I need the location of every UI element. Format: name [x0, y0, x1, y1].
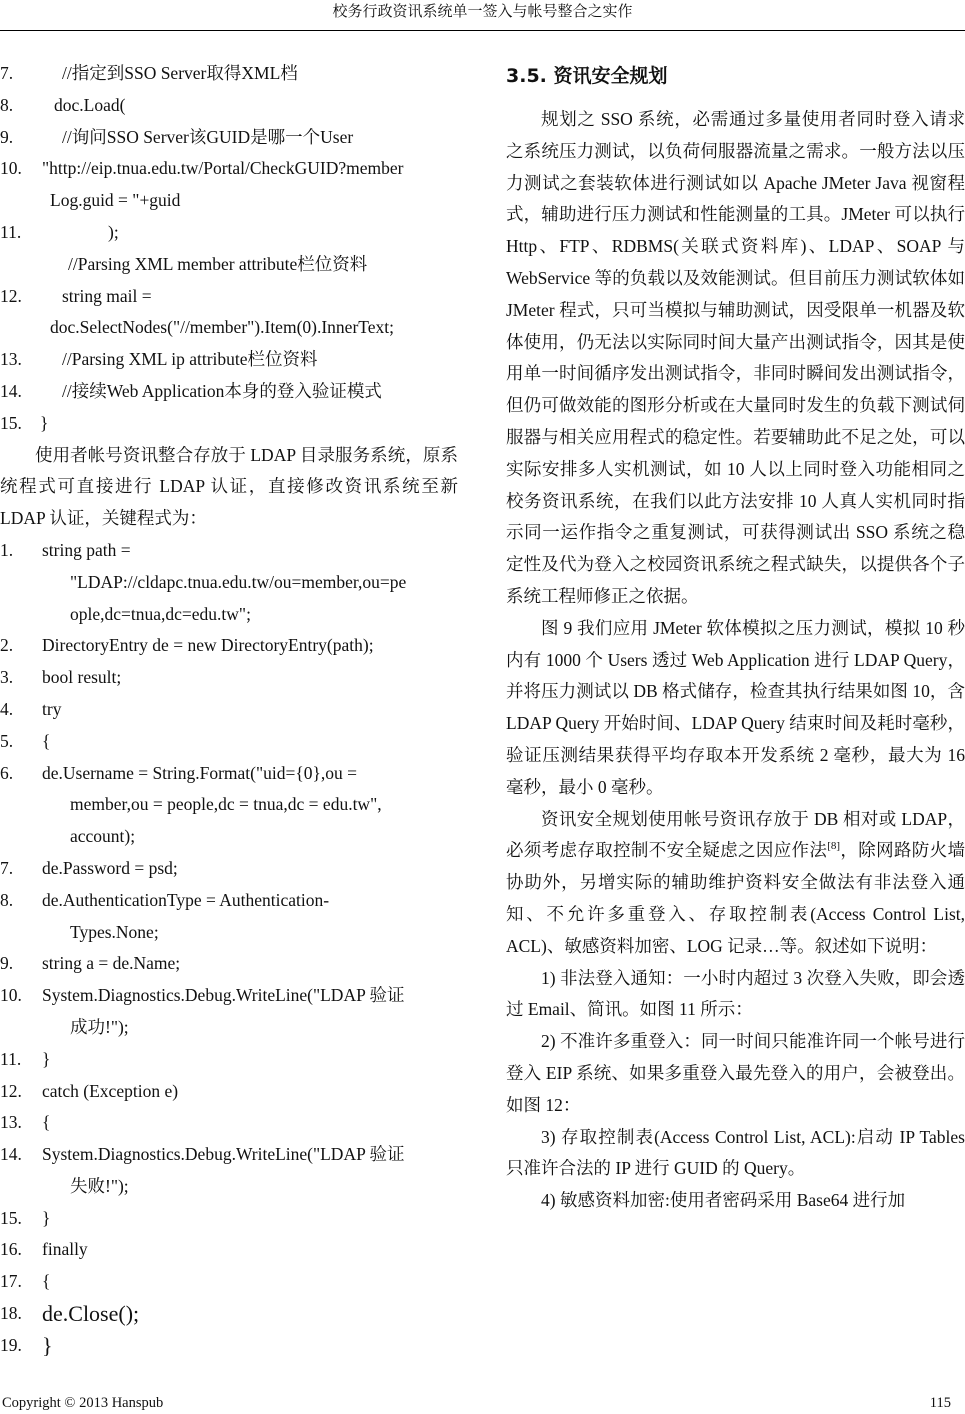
code-text: {: [42, 1271, 51, 1292]
code-text: account);: [70, 826, 136, 847]
code-line: [0, 662, 458, 694]
item-illegal-login: 1) 非法登入通知：一小时内超过 3 次登入失败，即会透过 Email、简讯。如图 11 所示：: [506, 967, 965, 1020]
line-number: 10.: [0, 985, 22, 1006]
code-text: de.AuthenticationType = Authentication-: [42, 889, 330, 910]
code-line: [0, 408, 458, 440]
line-number: 16.: [0, 1239, 22, 1260]
line-number: 2.: [0, 635, 14, 656]
code-line: [0, 153, 458, 185]
code-line: [0, 726, 458, 758]
code-line: [0, 217, 458, 249]
code-text: string path =: [42, 539, 131, 560]
left-column: [0, 58, 458, 1362]
code-line: [0, 90, 458, 122]
code-line: [0, 599, 458, 631]
code-line: [0, 58, 458, 90]
line-number: 10.: [0, 158, 22, 179]
code-line: [0, 122, 458, 154]
code-text: de.Username = String.Format("uid={0},ou =: [42, 762, 358, 783]
item-encryption: 4) 敏感资料加密:使用者密码采用 Base64 进行加: [541, 1190, 906, 1211]
paragraph-sso-stress-test: 规划之 SSO 系统，必需通过多量使用者同时登入请求之系统压力测试，以负荷伺服器流量之需求。一般方法以压力测试之套装软体进行测试如以 Apache JMeter Java 视窗程式，辅助进行压力测试和性能测量的工具。JMeter 可以执行 Http、FTP、RDBMS(关联式资料库)、LDAP、SOAP 与 WebService 等的负载以及效能测试。但目前压力测试软体如 JMeter 程式，只可当模拟与辅助测试，因受限单一机器及软体使用，仍无法以实际同时间大量产出测试指令，因其是使用单一时间循序发出测试指令，非同时瞬间发出测试指令，但仍可做效能的图形分析或在大量同时发生的负载下测试伺服器与相关应用程式的稳定性。若要辅助此不足之处，可以实际安排多人实机测试，如 10 人以上同时登入功能相同之校务资讯系统，在我们以此方法安排 10 人真人实机同时指示同一运作指令之重复测试，可获得测试出 SSO 系统之稳定性及代为登入之校园资讯系统之程式缺失，以提供各个子系统工程师修正之依据。: [506, 109, 965, 606]
code-text: }: [42, 1048, 51, 1069]
line-number: 19.: [0, 1334, 22, 1355]
line-number: 18.: [0, 1303, 22, 1324]
code-text: string a = de.Name;: [42, 953, 181, 974]
code-text: 成功!");: [70, 1016, 129, 1037]
security-text-a: 资讯安全规划使用帐号资讯存放于 DB 相对或 LDAP，必须考虑存取控制不安全疑虑之因应作法: [506, 808, 965, 861]
code-line: [0, 281, 458, 313]
code-line: [0, 789, 458, 821]
code-text: System.Diagnostics.Debug.WriteLine("LDAP 验证: [42, 985, 405, 1006]
code-text: //接续Web Application本身的登入验证模式: [62, 380, 382, 401]
code-line: [0, 1044, 458, 1076]
ldap-paragraph: 使用者帐号资讯整合存放于 LDAP 目录服务系统，原系统程式可直接进行 LDAP 认证，直接修改资讯系统至新 LDAP 认证，关键程式为：: [0, 444, 458, 529]
code-text: catch (Exception e): [42, 1080, 179, 1101]
paragraph-jmeter-results: 图 9 我们应用 JMeter 软体模拟之压力测试，模拟 10 秒内有 1000 个 Users 透过 Web Application 进行 LDAP Query，并将压力测试以 DB 格式储存，检查其执行结果如图 10，含 LDAP Query 开始时间、LDAP Query 结束时间及耗时毫秒，验证压测结果获得平均存取本开发系统 2 毫秒，最大为 16 毫秒，最小 0 毫秒。: [506, 617, 965, 797]
code-text: DirectoryEntry de = new DirectoryEntry(path);: [42, 635, 374, 656]
code-line: [0, 249, 458, 281]
code-line: [0, 853, 458, 885]
code-text: string mail =: [62, 285, 152, 306]
code-line: [0, 1330, 458, 1362]
code-text: bool result;: [42, 667, 122, 688]
code-line: [0, 758, 458, 790]
item-acl: 3) 存取控制表(Access Control List, ACL):启动 IP Tables 只准许合法的 IP 进行 GUID 的 Query。: [506, 1126, 965, 1179]
code-line: [0, 1076, 458, 1108]
code-text: Log.guid = "+guid: [50, 190, 181, 211]
code-line: [0, 1107, 458, 1139]
line-number: 9.: [0, 126, 14, 147]
line-number: 8.: [0, 94, 14, 115]
code-line: [0, 344, 458, 376]
code-text: finally: [42, 1239, 88, 1260]
line-number: 15.: [0, 1207, 22, 1228]
code-text: try: [42, 698, 62, 719]
line-number: 14.: [0, 1144, 22, 1165]
code-listing-ldap: [0, 535, 458, 1362]
code-line: [0, 567, 458, 599]
right-column: [506, 58, 965, 1217]
code-text: }: [40, 412, 49, 433]
code-text: {: [42, 1112, 51, 1133]
code-listing-guid: [0, 58, 458, 440]
code-line: [0, 535, 458, 567]
code-line: [0, 185, 458, 217]
code-text: ople,dc=tnua,dc=edu.tw";: [70, 603, 251, 624]
line-number: 11.: [0, 221, 22, 242]
code-line: [0, 1139, 458, 1171]
code-text: //指定到SSO Server取得XML档: [62, 63, 298, 83]
line-number: 11.: [0, 1048, 22, 1069]
line-number: 15.: [0, 412, 22, 433]
code-line: [0, 821, 458, 853]
code-text: {: [42, 730, 51, 751]
citation-8: [8]: [827, 840, 841, 853]
code-line: [0, 312, 458, 344]
page-number: 115: [929, 1395, 951, 1411]
line-number: 12.: [0, 285, 22, 306]
line-number: 13.: [0, 349, 22, 370]
line-number: 3.: [0, 667, 14, 688]
code-text: 失败!");: [70, 1175, 129, 1196]
code-line: [0, 376, 458, 408]
code-line: [0, 980, 458, 1012]
header-rule: [0, 30, 965, 31]
line-number: 17.: [0, 1271, 22, 1292]
code-line: [0, 917, 458, 949]
code-line: [0, 630, 458, 662]
line-number: 8.: [0, 889, 14, 910]
code-line: [0, 948, 458, 980]
line-number: 13.: [0, 1112, 22, 1133]
line-number: 7.: [0, 63, 14, 83]
line-number: 6.: [0, 762, 14, 783]
item-no-multi-login: 2) 不准许多重登入：同一时间只能准许同一个帐号进行登入 EIP 系统、如果多重登入最先登入的用户，会被登出。如图 12：: [506, 1031, 965, 1115]
code-text: );: [108, 221, 119, 242]
line-number: 12.: [0, 1080, 22, 1101]
footer-copyright: Copyright © 2013 Hanspub: [2, 1395, 164, 1411]
code-text: doc.SelectNodes("//member").Item(0).InnerText;: [50, 317, 394, 338]
code-line: [0, 885, 458, 917]
line-number: 14.: [0, 380, 22, 401]
code-line: [0, 1171, 458, 1203]
code-text: //询问SSO Server该GUID是哪一个User: [62, 126, 354, 147]
section-title: 3.5. 资讯安全规划: [506, 65, 668, 87]
code-line: [0, 694, 458, 726]
code-text: de.Password = psd;: [42, 857, 178, 878]
code-text: }: [42, 1207, 51, 1228]
line-number: 9.: [0, 953, 14, 974]
line-number: 4.: [0, 698, 14, 719]
code-text: "http://eip.tnua.edu.tw/Portal/CheckGUID?member: [42, 158, 404, 179]
code-text: member,ou = people,dc = tnua,dc = edu.tw",: [70, 794, 382, 815]
code-text: doc.Load(: [54, 94, 126, 115]
code-line: [0, 1203, 458, 1235]
running-header: 校务行政资讯系统单一签入与帐号整合之实作: [332, 4, 633, 20]
code-text: Types.None;: [70, 921, 159, 942]
line-number: 7.: [0, 857, 14, 878]
code-text: de.Close();: [42, 1301, 140, 1327]
code-line: [0, 1012, 458, 1044]
line-number: 1.: [0, 539, 14, 560]
code-text: System.Diagnostics.Debug.WriteLine("LDAP 验证: [42, 1144, 405, 1165]
code-text: "LDAP://cldapc.tnua.edu.tw/ou=member,ou=pe: [70, 571, 407, 592]
security-text-b: ，除网路防火墙协助外，另增实际的辅助维护资料安全做法有非法登入通知、不允许多重登入、存取控制表(Access Control List, ACL)、敏感资料加密、LOG 记录…等。叙述如下说明：: [506, 840, 965, 956]
line-number: 5.: [0, 730, 14, 751]
code-line: [0, 1234, 458, 1266]
code-text: }: [42, 1332, 53, 1358]
code-line: [0, 1298, 458, 1330]
code-text: //Parsing XML ip attribute栏位资料: [62, 349, 318, 370]
code-line: [0, 1266, 458, 1298]
code-text: //Parsing XML member attribute栏位资料: [68, 253, 368, 274]
paragraph-security-planning: [506, 804, 965, 963]
